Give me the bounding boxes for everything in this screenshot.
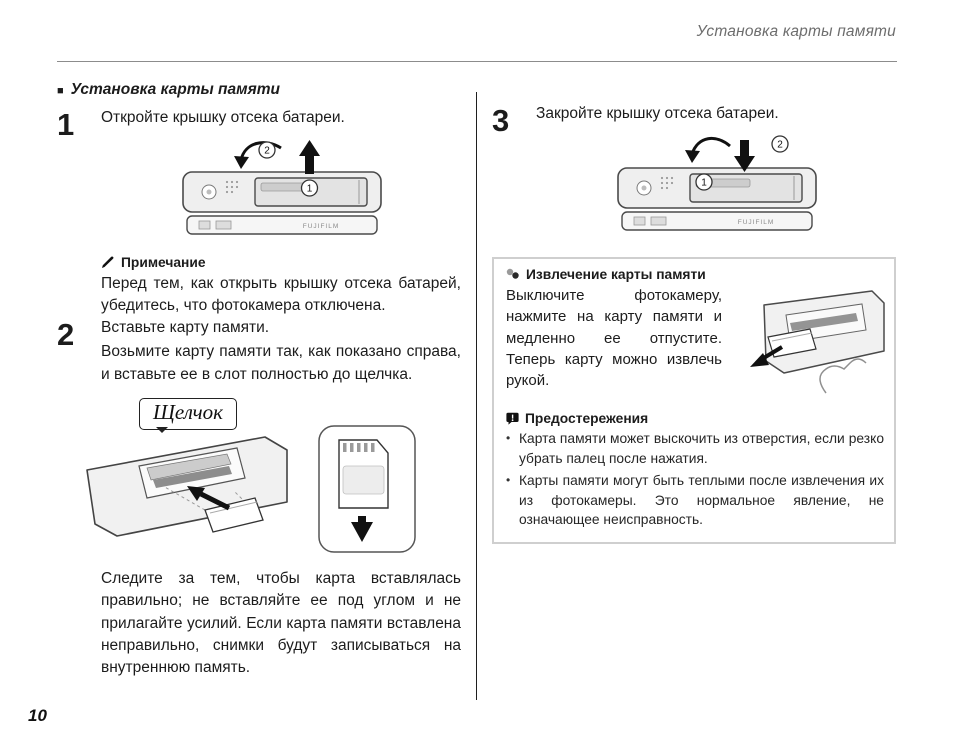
step-3 (492, 104, 896, 243)
card-removal-icon (506, 268, 520, 280)
note-title: Примечание (121, 254, 206, 270)
note-heading (101, 255, 461, 270)
removal-content (506, 285, 884, 399)
cautions-heading (506, 411, 884, 426)
caution-text: Карта памяти может выскочить из отверстия, если резко убрать палец после нажатия. (519, 430, 884, 466)
step-1 (57, 108, 461, 318)
section-title: Установка карты памяти (70, 81, 280, 98)
camera-brand-label: FUJIFILM (737, 218, 774, 226)
left-column (57, 76, 461, 680)
callout-2: 2 (263, 145, 270, 157)
two-column-layout (57, 76, 897, 700)
removal-title: Извлечение карты памяти (526, 266, 706, 282)
step-1-title: Откройте крышку отсека батареи. (101, 109, 345, 126)
step-1-number: 1 (57, 107, 74, 142)
step-2-warning-paragraph: Следите за тем, чтобы карта вставлялась правильно; не вставляйте ее под углом и не прилагайте усилий. Если карта памяти вставлена неправильно, снимки будут записываться на внутреннюю память. (101, 570, 461, 677)
camera-open-cover-illustration (101, 138, 461, 243)
header-rule (57, 61, 897, 62)
removal-text: Выключите фотокамеру, нажмите на карту памяти и медленно ее отпустите. Теперь карту можно извлечь рукой. (506, 286, 722, 390)
caution-item (506, 429, 884, 468)
page-number: 10 (28, 706, 47, 725)
step-2-body (101, 318, 461, 680)
callout-1: 1 (700, 177, 707, 189)
step-2 (57, 318, 461, 680)
camera-bottom-close-drawing (604, 134, 829, 234)
step-2-title: Вставьте карту памяти. (101, 318, 270, 336)
removal-heading (506, 267, 884, 282)
right-column (492, 76, 896, 544)
section-heading (57, 81, 461, 99)
camera-close-cover-illustration (536, 134, 896, 239)
step-3-number: 3 (492, 103, 509, 138)
bullet-marker: • (506, 430, 511, 445)
caution-icon (506, 412, 519, 425)
card-insertion-drawing (77, 414, 429, 562)
note-text: Перед тем, как открыть крышку отсека батарей, убедитесь, что фотокамера отключена. (101, 274, 461, 315)
note-block (101, 255, 461, 318)
callout-1: 1 (306, 183, 312, 195)
bullet-marker: • (506, 473, 511, 488)
card-removal-illustration (730, 285, 888, 397)
cautions-title: Предостережения (525, 410, 649, 426)
section-marker-icon: ■ (57, 85, 64, 97)
step-2-paragraph: Возьмите карту памяти так, как показано справа, и вставьте ее в слот полностью до щелчка. (101, 343, 461, 383)
click-speech-bubble: Щелчок (139, 398, 237, 430)
step-1-body (101, 108, 461, 318)
note-icon (101, 256, 115, 269)
callout-2: 2 (776, 139, 783, 151)
step-3-title: Закройте крышку отсека батареи. (536, 105, 779, 122)
camera-bottom-open-drawing (169, 138, 394, 238)
step-3-body (536, 104, 896, 243)
column-divider (476, 92, 477, 700)
caution-item (506, 471, 884, 530)
camera-brand-label: FUJIFILM (302, 222, 339, 230)
card-insertion-illustration (77, 398, 429, 562)
step-2-number: 2 (57, 316, 74, 352)
card-removal-box (492, 257, 896, 544)
running-header: Установка карты памяти (696, 23, 896, 40)
caution-text: Карты памяти могут быть теплыми после извлечения их из фотокамеры. Это нормальное явление, не означающее неисправность. (519, 473, 884, 528)
